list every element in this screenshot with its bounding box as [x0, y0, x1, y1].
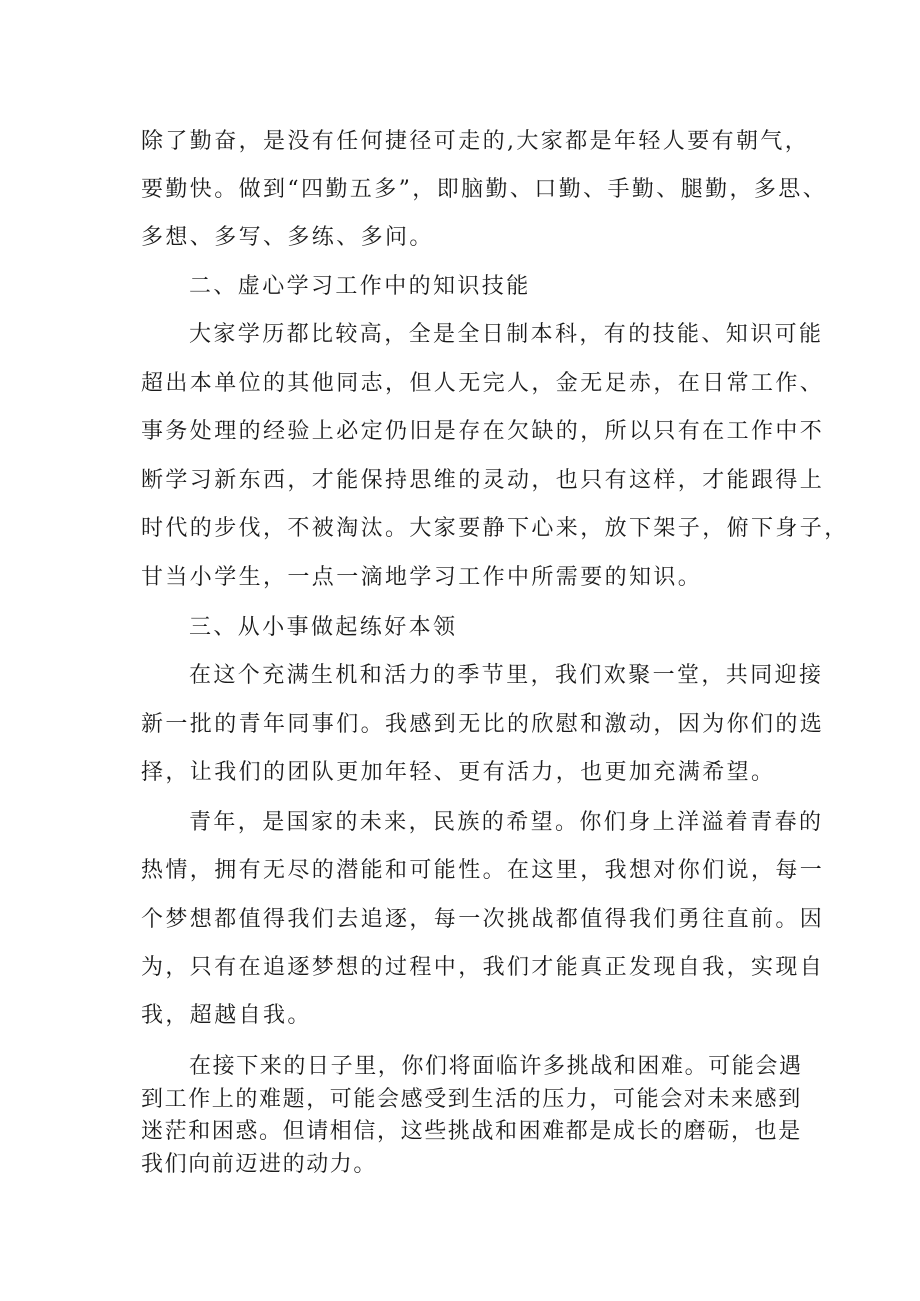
text-line: 在这个充满生机和活力的季节里，我们欢聚一堂，共同迎接: [189, 663, 824, 688]
text-line: 为，只有在追逐梦想的过程中，我们才能真正发现自我，实现自: [141, 955, 825, 980]
text-line: 要勤快。做到“四勤五多”，即脑勤、口勤、手勤、腿勤，多思、: [141, 177, 828, 202]
text-line: 我们向前迈进的动力。: [141, 1152, 378, 1177]
text-line: 我，超越自我。: [141, 1003, 312, 1028]
section-heading: 二、虚心学习工作中的知识技能: [189, 274, 531, 299]
text-line: 甘当小学生，一点一滴地学习工作中所需要的知识。: [141, 565, 703, 590]
text-line: 时代的步伐，不被淘汰。大家要静下心来，放下架子，俯下身子，: [141, 516, 849, 541]
text-line: 断学习新东西，才能保持思维的灵动，也只有这样，才能跟得上: [141, 468, 825, 493]
text-line: 新一批的青年同事们。我感到无比的欣慰和激动，因为你们的选: [141, 712, 825, 737]
text-line: 择，让我们的团队更加年轻、更有活力，也更加充满希望。: [141, 760, 776, 785]
text-line: 事务处理的经验上必定仍旧是存在欠缺的，所以只有在工作中不: [141, 419, 825, 444]
text-line: 青年，是国家的未来，民族的希望。你们身上洋溢着青春的: [189, 810, 824, 835]
section-heading: 三、从小事做起练好本领: [189, 615, 458, 640]
text-line: 到工作上的难题，可能会感受到生活的压力，可能会对未来感到: [141, 1087, 802, 1112]
text-line: 迷茫和困惑。但请相信，这些挑战和困难都是成长的磨砺，也是: [141, 1119, 802, 1144]
text-line: 超出本单位的其他同志，但人无完人，金无足赤，在日常工作、: [141, 371, 825, 396]
text-line: 个梦想都值得我们去追逐，每一次挑战都值得我们勇往直前。因: [141, 907, 825, 932]
text-line: 热情，拥有无尽的潜能和可能性。在这里，我想对你们说，每一: [141, 858, 825, 883]
text-line: 多想、多写、多练、多问。: [141, 225, 434, 250]
text-line: 除了勤奋，是没有任何捷径可走的,大家都是年轻人要有朝气，: [141, 129, 810, 154]
text-line: 在接下来的日子里，你们将面临许多挑战和困难。可能会遇: [189, 1054, 803, 1079]
text-line: 大家学历都比较高，全是全日制本科，有的技能、知识可能: [189, 322, 824, 347]
